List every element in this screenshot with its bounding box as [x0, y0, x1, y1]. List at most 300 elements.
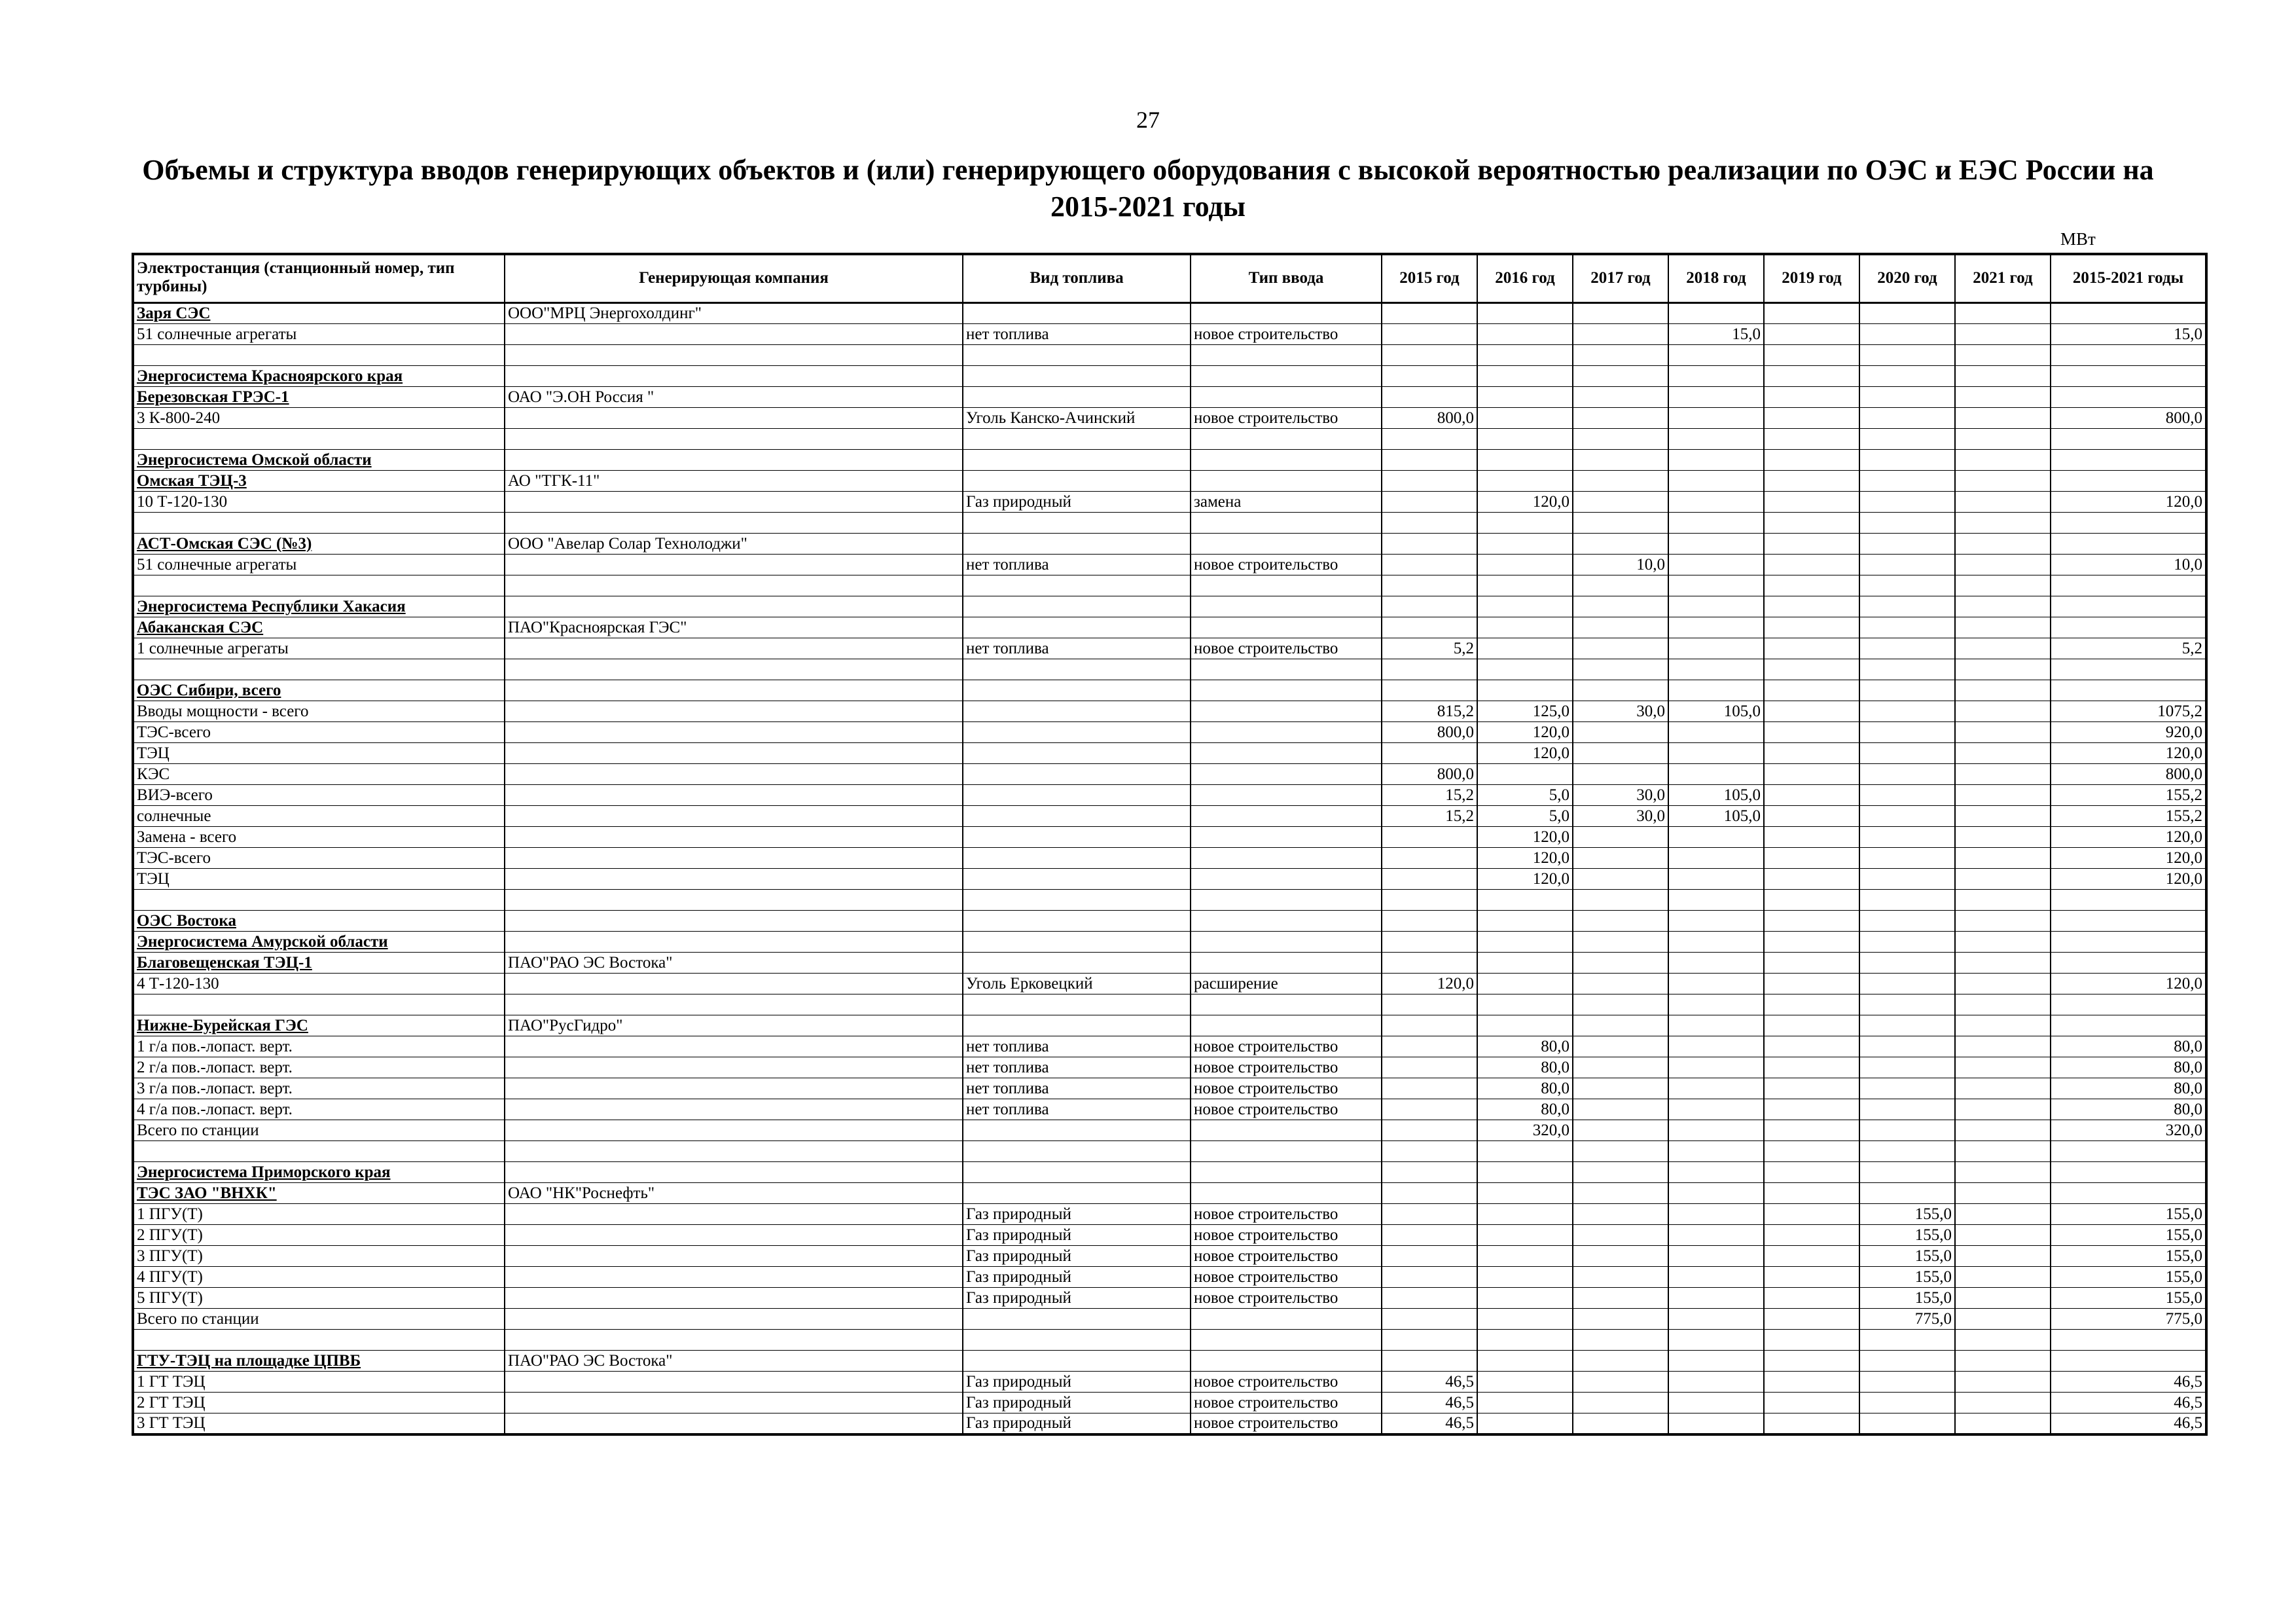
cell-fuel: [963, 344, 1191, 365]
cell-2017: [1573, 449, 1668, 470]
cell-2020: [1859, 1078, 1955, 1099]
cell-fuel: [963, 365, 1191, 386]
header-station: Электростанция (станционный номер, тип турбины): [133, 254, 505, 302]
cell-2018: 15,0: [1668, 323, 1764, 344]
cell-2020: 155,0: [1859, 1245, 1955, 1266]
cell-2019: [1764, 1140, 1859, 1161]
cell-2017: [1573, 638, 1668, 659]
cell-input-type: новое строительство: [1191, 323, 1382, 344]
table-row: [133, 1203, 2206, 1224]
cell-fuel: [963, 868, 1191, 889]
cell-station: Омская ТЭЦ-3: [133, 470, 505, 491]
cell-2020: [1859, 407, 1955, 428]
cell-2021: [1955, 973, 2051, 994]
cell-2018: [1668, 491, 1764, 512]
cell-2015: [1382, 659, 1477, 680]
cell-total: 120,0: [2051, 491, 2206, 512]
table-row: [133, 470, 2206, 491]
cell-2020: 155,0: [1859, 1224, 1955, 1245]
cell-input-type: [1191, 805, 1382, 826]
cell-2020: [1859, 1161, 1955, 1182]
cell-2019: [1764, 1120, 1859, 1140]
table-row: [133, 994, 2206, 1015]
cell-fuel: [963, 1350, 1191, 1371]
cell-station: ТЭС-всего: [133, 721, 505, 742]
cell-total: [2051, 365, 2206, 386]
cell-input-type: [1191, 365, 1382, 386]
cell-2016: [1477, 1266, 1573, 1287]
cell-input-type: [1191, 1120, 1382, 1140]
cell-input-type: новое строительство: [1191, 1099, 1382, 1120]
cell-2016: [1477, 533, 1573, 554]
cell-2015: 46,5: [1382, 1413, 1477, 1434]
cell-fuel: [963, 1161, 1191, 1182]
cell-2016: [1477, 1413, 1573, 1434]
cell-input-type: [1191, 449, 1382, 470]
cell-company: ОАО "Э.ОН Россия ": [505, 386, 963, 407]
cell-fuel: [963, 512, 1191, 533]
cell-total: [2051, 428, 2206, 449]
cell-2015: [1382, 1015, 1477, 1036]
cell-2017: 30,0: [1573, 805, 1668, 826]
cell-total: 46,5: [2051, 1371, 2206, 1392]
cell-2017: [1573, 491, 1668, 512]
cell-input-type: [1191, 512, 1382, 533]
cell-fuel: нет топлива: [963, 1036, 1191, 1057]
table-row: [133, 1224, 2206, 1245]
header-total: 2015-2021 годы: [2051, 254, 2206, 302]
cell-total: 155,0: [2051, 1224, 2206, 1245]
table-row: [133, 742, 2206, 763]
cell-total: 155,2: [2051, 805, 2206, 826]
cell-total: [2051, 910, 2206, 931]
cell-2017: [1573, 575, 1668, 596]
cell-fuel: [963, 826, 1191, 847]
cell-station: 51 солнечные агрегаты: [133, 323, 505, 344]
cell-2020: [1859, 1120, 1955, 1140]
cell-2021: [1955, 1413, 2051, 1434]
cell-2020: [1859, 973, 1955, 994]
cell-input-type: [1191, 1308, 1382, 1329]
cell-2016: 120,0: [1477, 491, 1573, 512]
cell-2020: [1859, 1036, 1955, 1057]
cell-2018: 105,0: [1668, 701, 1764, 721]
cell-2017: [1573, 1036, 1668, 1057]
cell-2017: [1573, 1078, 1668, 1099]
cell-2015: [1382, 1308, 1477, 1329]
cell-2015: 815,2: [1382, 701, 1477, 721]
header-2018: 2018 год: [1668, 254, 1764, 302]
cell-2021: [1955, 1203, 2051, 1224]
table-row: [133, 910, 2206, 931]
cell-2020: [1859, 784, 1955, 805]
cell-fuel: нет топлива: [963, 638, 1191, 659]
cell-2016: [1477, 386, 1573, 407]
cell-2019: [1764, 491, 1859, 512]
cell-2016: [1477, 1224, 1573, 1245]
table-row: [133, 1308, 2206, 1329]
cell-company: [505, 763, 963, 784]
cell-input-type: [1191, 784, 1382, 805]
cell-fuel: [963, 680, 1191, 701]
cell-station: ВИЭ-всего: [133, 784, 505, 805]
cell-2015: [1382, 1120, 1477, 1140]
cell-2017: [1573, 512, 1668, 533]
cell-2018: [1668, 973, 1764, 994]
cell-input-type: [1191, 721, 1382, 742]
cell-fuel: Газ природный: [963, 1287, 1191, 1308]
cell-station: 1 ПГУ(Т): [133, 1203, 505, 1224]
table-row: [133, 449, 2206, 470]
cell-input-type: [1191, 1329, 1382, 1350]
cell-input-type: новое строительство: [1191, 407, 1382, 428]
cell-2015: [1382, 470, 1477, 491]
table-row: [133, 407, 2206, 428]
cell-input-type: новое строительство: [1191, 1078, 1382, 1099]
cell-2018: [1668, 1099, 1764, 1120]
cell-fuel: [963, 784, 1191, 805]
cell-company: [505, 1371, 963, 1392]
cell-company: [505, 1287, 963, 1308]
cell-company: [505, 1161, 963, 1182]
cell-2021: [1955, 1182, 2051, 1203]
cell-2020: [1859, 910, 1955, 931]
cell-input-type: [1191, 533, 1382, 554]
cell-2017: [1573, 1224, 1668, 1245]
cell-fuel: нет топлива: [963, 1057, 1191, 1078]
cell-input-type: расширение: [1191, 973, 1382, 994]
cell-2017: 30,0: [1573, 784, 1668, 805]
cell-2016: 120,0: [1477, 826, 1573, 847]
cell-2020: [1859, 491, 1955, 512]
cell-2018: [1668, 847, 1764, 868]
cell-station: АСТ-Омская СЭС (№3): [133, 533, 505, 554]
cell-2021: [1955, 763, 2051, 784]
cell-2019: [1764, 659, 1859, 680]
cell-station: [133, 659, 505, 680]
cell-input-type: [1191, 994, 1382, 1015]
cell-station: Энергосистема Республики Хакасия: [133, 596, 505, 617]
cell-2017: [1573, 889, 1668, 910]
cell-company: [505, 1413, 963, 1434]
cell-2021: [1955, 1245, 2051, 1266]
cell-2017: [1573, 1182, 1668, 1203]
cell-2018: [1668, 1036, 1764, 1057]
cell-2021: [1955, 889, 2051, 910]
table-row: [133, 847, 2206, 868]
table-row: [133, 889, 2206, 910]
cell-input-type: новое строительство: [1191, 1287, 1382, 1308]
cell-2020: [1859, 344, 1955, 365]
table-row: [133, 1015, 2206, 1036]
cell-company: [505, 491, 963, 512]
cell-fuel: [963, 952, 1191, 973]
cell-2015: [1382, 596, 1477, 617]
cell-2018: [1668, 1140, 1764, 1161]
cell-2020: [1859, 533, 1955, 554]
cell-2017: [1573, 952, 1668, 973]
cell-2015: [1382, 1287, 1477, 1308]
cell-2017: [1573, 1350, 1668, 1371]
table-row: [133, 344, 2206, 365]
cell-2016: [1477, 931, 1573, 952]
header-2017: 2017 год: [1573, 254, 1668, 302]
cell-total: 80,0: [2051, 1078, 2206, 1099]
cell-2017: [1573, 1287, 1668, 1308]
cell-2015: 800,0: [1382, 407, 1477, 428]
cell-fuel: [963, 701, 1191, 721]
cell-2020: [1859, 554, 1955, 575]
cell-2018: [1668, 533, 1764, 554]
cell-2015: [1382, 889, 1477, 910]
header-2020: 2020 год: [1859, 254, 1955, 302]
cell-2019: [1764, 1329, 1859, 1350]
cell-2015: [1382, 1099, 1477, 1120]
cell-2021: [1955, 449, 2051, 470]
cell-total: [2051, 1182, 2206, 1203]
cell-2015: [1382, 910, 1477, 931]
cell-2021: [1955, 1015, 2051, 1036]
cell-station: Энергосистема Омской области: [133, 449, 505, 470]
cell-2017: [1573, 302, 1668, 323]
cell-company: [505, 1057, 963, 1078]
cell-total: 80,0: [2051, 1099, 2206, 1120]
cell-2021: [1955, 721, 2051, 742]
cell-2019: [1764, 1224, 1859, 1245]
header-2021: 2021 год: [1955, 254, 2051, 302]
cell-2015: [1382, 617, 1477, 638]
cell-input-type: [1191, 701, 1382, 721]
cell-2018: [1668, 617, 1764, 638]
cell-2020: [1859, 826, 1955, 847]
cell-company: [505, 638, 963, 659]
cell-total: [2051, 952, 2206, 973]
cell-2016: [1477, 1182, 1573, 1203]
cell-station: [133, 512, 505, 533]
cell-fuel: Газ природный: [963, 1413, 1191, 1434]
cell-total: 155,0: [2051, 1203, 2206, 1224]
cell-station: 5 ПГУ(Т): [133, 1287, 505, 1308]
cell-2019: [1764, 1036, 1859, 1057]
cell-total: [2051, 575, 2206, 596]
cell-2019: [1764, 1392, 1859, 1413]
cell-2015: [1382, 512, 1477, 533]
cell-2018: [1668, 470, 1764, 491]
cell-station: ОЭС Востока: [133, 910, 505, 931]
cell-total: 920,0: [2051, 721, 2206, 742]
cell-2021: [1955, 1224, 2051, 1245]
cell-2019: [1764, 428, 1859, 449]
cell-2021: [1955, 386, 2051, 407]
cell-2018: [1668, 554, 1764, 575]
cell-2020: [1859, 763, 1955, 784]
cell-2015: [1382, 1329, 1477, 1350]
cell-company: [505, 1308, 963, 1329]
cell-2018: [1668, 575, 1764, 596]
cell-station: ОЭС Сибири, всего: [133, 680, 505, 701]
cell-2016: [1477, 763, 1573, 784]
cell-2018: [1668, 994, 1764, 1015]
cell-2019: [1764, 554, 1859, 575]
cell-fuel: [963, 910, 1191, 931]
cell-station: Всего по станции: [133, 1308, 505, 1329]
cell-2020: 155,0: [1859, 1203, 1955, 1224]
cell-total: [2051, 617, 2206, 638]
cell-fuel: Газ природный: [963, 1245, 1191, 1266]
cell-company: [505, 449, 963, 470]
header-fuel: Вид топлива: [963, 254, 1191, 302]
cell-station: Березовская ГРЭС-1: [133, 386, 505, 407]
cell-2018: [1668, 931, 1764, 952]
cell-2017: [1573, 1329, 1668, 1350]
cell-fuel: [963, 659, 1191, 680]
table-row: [133, 617, 2206, 638]
cell-2015: [1382, 1057, 1477, 1078]
cell-station: 1 солнечные агрегаты: [133, 638, 505, 659]
cell-2018: [1668, 659, 1764, 680]
cell-2020: [1859, 1099, 1955, 1120]
table-row: [133, 323, 2206, 344]
cell-station: Замена - всего: [133, 826, 505, 847]
cell-company: [505, 931, 963, 952]
cell-2020: [1859, 617, 1955, 638]
cell-2019: [1764, 407, 1859, 428]
cell-total: [2051, 449, 2206, 470]
table-row: [133, 1078, 2206, 1099]
table-row: [133, 659, 2206, 680]
cell-input-type: [1191, 868, 1382, 889]
table-row: [133, 1099, 2206, 1120]
cell-2015: [1382, 575, 1477, 596]
cell-2019: [1764, 994, 1859, 1015]
cell-2020: [1859, 659, 1955, 680]
cell-2020: [1859, 805, 1955, 826]
cell-2018: [1668, 449, 1764, 470]
cell-company: [505, 1224, 963, 1245]
cell-input-type: [1191, 910, 1382, 931]
cell-2018: [1668, 596, 1764, 617]
cell-2020: [1859, 721, 1955, 742]
cell-2019: [1764, 826, 1859, 847]
cell-2016: [1477, 365, 1573, 386]
cell-2016: [1477, 1161, 1573, 1182]
cell-2017: [1573, 994, 1668, 1015]
cell-input-type: [1191, 1161, 1382, 1182]
cell-2016: [1477, 659, 1573, 680]
cell-2017: [1573, 1392, 1668, 1413]
cell-2015: 5,2: [1382, 638, 1477, 659]
cell-2021: [1955, 1078, 2051, 1099]
cell-2016: 120,0: [1477, 721, 1573, 742]
cell-2021: [1955, 554, 2051, 575]
cell-fuel: Газ природный: [963, 1203, 1191, 1224]
cell-total: 15,0: [2051, 323, 2206, 344]
cell-2019: [1764, 596, 1859, 617]
cell-2018: [1668, 889, 1764, 910]
table-row: [133, 721, 2206, 742]
cell-2017: [1573, 533, 1668, 554]
cell-2015: [1382, 365, 1477, 386]
cell-2016: [1477, 1392, 1573, 1413]
cell-2021: [1955, 784, 2051, 805]
table-row: [133, 973, 2206, 994]
cell-2019: [1764, 721, 1859, 742]
cell-fuel: нет топлива: [963, 323, 1191, 344]
cell-total: 120,0: [2051, 847, 2206, 868]
cell-2021: [1955, 952, 2051, 973]
cell-company: [505, 721, 963, 742]
cell-company: [505, 701, 963, 721]
cell-input-type: [1191, 575, 1382, 596]
cell-total: [2051, 302, 2206, 323]
cell-2020: 155,0: [1859, 1287, 1955, 1308]
cell-total: 155,2: [2051, 784, 2206, 805]
cell-input-type: [1191, 302, 1382, 323]
cell-2021: [1955, 533, 2051, 554]
cell-2020: [1859, 386, 1955, 407]
cell-station: 3 ГТ ТЭЦ: [133, 1413, 505, 1434]
cell-total: 800,0: [2051, 407, 2206, 428]
cell-fuel: [963, 533, 1191, 554]
cell-company: [505, 344, 963, 365]
cell-total: 46,5: [2051, 1413, 2206, 1434]
cell-station: солнечные: [133, 805, 505, 826]
header-company: Генерирующая компания: [505, 254, 963, 302]
cell-total: [2051, 1161, 2206, 1182]
cell-2018: [1668, 1161, 1764, 1182]
cell-company: [505, 575, 963, 596]
cell-fuel: Газ природный: [963, 1266, 1191, 1287]
cell-2017: [1573, 344, 1668, 365]
cell-company: [505, 973, 963, 994]
cell-2015: [1382, 1140, 1477, 1161]
cell-total: [2051, 680, 2206, 701]
cell-2017: [1573, 721, 1668, 742]
cell-2015: [1382, 1266, 1477, 1287]
cell-company: ООО"МРЦ Энергохолдинг": [505, 302, 963, 323]
cell-2016: [1477, 617, 1573, 638]
cell-company: [505, 365, 963, 386]
cell-2019: [1764, 910, 1859, 931]
cell-2015: [1382, 931, 1477, 952]
cell-2019: [1764, 1161, 1859, 1182]
cell-station: Заря СЭС: [133, 302, 505, 323]
table-row: [133, 386, 2206, 407]
cell-station: ТЭС-всего: [133, 847, 505, 868]
table-row: [133, 365, 2206, 386]
table-row: [133, 1182, 2206, 1203]
table-row: [133, 868, 2206, 889]
cell-company: [505, 805, 963, 826]
cell-2015: [1382, 491, 1477, 512]
cell-2018: [1668, 1266, 1764, 1287]
cell-2015: [1382, 1182, 1477, 1203]
cell-fuel: [963, 596, 1191, 617]
cell-total: [2051, 889, 2206, 910]
cell-company: ПАО"Красноярская ГЭС": [505, 617, 963, 638]
cell-2018: [1668, 1245, 1764, 1266]
cell-2019: [1764, 1308, 1859, 1329]
table-row: [133, 1371, 2206, 1392]
cell-2019: [1764, 889, 1859, 910]
cell-2016: [1477, 952, 1573, 973]
cell-2016: [1477, 1287, 1573, 1308]
cell-station: 4 Т-120-130: [133, 973, 505, 994]
cell-station: 3 г/а пов.-лопаст. верт.: [133, 1078, 505, 1099]
cell-2019: [1764, 931, 1859, 952]
table-row: [133, 533, 2206, 554]
cell-station: [133, 428, 505, 449]
